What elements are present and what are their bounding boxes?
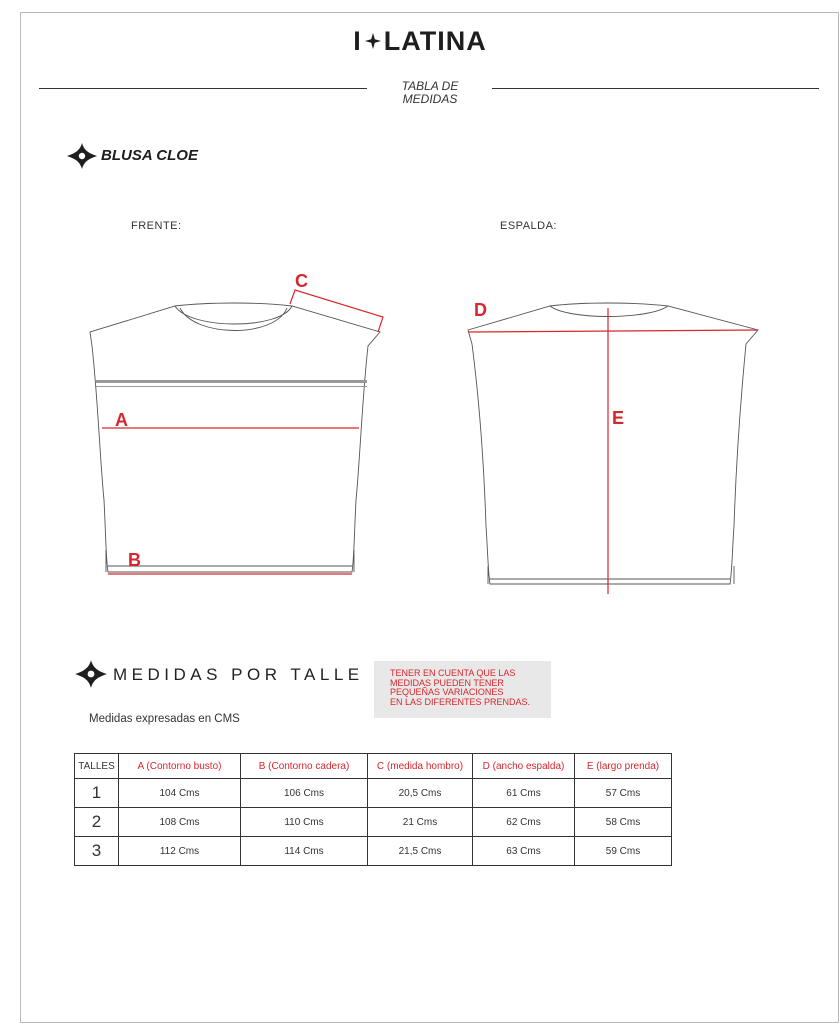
table-cell: 106 Cms [241,779,368,808]
table-cell: 59 Cms [575,837,672,866]
table-cell: 114 Cms [241,837,368,866]
table-cell: 1 [75,779,119,808]
table-cell: 112 Cms [119,837,241,866]
table-cell: 110 Cms [241,808,368,837]
table-header: E (largo prenda) [575,754,672,779]
table-cell: 57 Cms [575,779,672,808]
table-header: A (Contorno busto) [119,754,241,779]
table-cell: 2 [75,808,119,837]
clover-icon [66,142,98,170]
note-line-4: EN LAS DIFERENTES PRENDAS. [390,696,531,707]
note-line-2: MEDIDAS PUEDEN TENER [390,677,504,688]
product-title: BLUSA CLOE [101,147,198,164]
back-garment-drawing [458,296,768,596]
table-cell: 20,5 Cms [368,779,473,808]
marker-c: C [295,271,308,291]
front-label: FRENTE: [131,220,182,232]
divider-right [492,88,819,89]
table-cell: 104 Cms [119,779,241,808]
note-line-1: TENER EN CUENTA QUE LAS [390,668,516,678]
table-header: TALLES [75,754,119,779]
brand-logo [0,26,840,57]
note-line-3: PEQUEÑAS VARIACIONES [390,687,504,697]
table-cell: 21 Cms [368,808,473,837]
subtitle-line-2: MEDIDAS [402,92,458,106]
table-row [75,837,672,866]
subtitle-line-1: TABLA DE [401,79,459,93]
table-cell: 3 [75,837,119,866]
measure-line-c [290,290,383,332]
table-cell: 62 Cms [473,808,575,837]
table-header-row [75,754,672,779]
clover-icon [74,659,108,689]
back-label: ESPALDA: [500,220,557,232]
variation-note [374,661,551,718]
marker-b: B [128,550,141,570]
brand-right: LATINA [383,26,487,56]
table-header: B (Contorno cadera) [241,754,368,779]
table-cell: 108 Cms [119,808,241,837]
marker-a: A [115,410,128,430]
table-cell: 63 Cms [473,837,575,866]
star-icon [364,32,382,50]
divider-left [39,88,367,89]
brand-left: I [353,26,362,56]
table-cell: 58 Cms [575,808,672,837]
size-table [74,753,672,866]
table-row [75,779,672,808]
measure-line-d [468,330,758,332]
units-text: Medidas expresadas en CMS [89,713,240,725]
page-subtitle [380,80,480,106]
front-garment-drawing [80,260,400,605]
table-cell: 21,5 Cms [368,837,473,866]
table-cell: 61 Cms [473,779,575,808]
table-row [75,808,672,837]
marker-e: E [612,408,625,428]
marker-d: D [474,300,487,320]
sizes-title: MEDIDAS POR TALLE [113,665,364,684]
table-header: C (medida hombro) [368,754,473,779]
table-header: D (ancho espalda) [473,754,575,779]
